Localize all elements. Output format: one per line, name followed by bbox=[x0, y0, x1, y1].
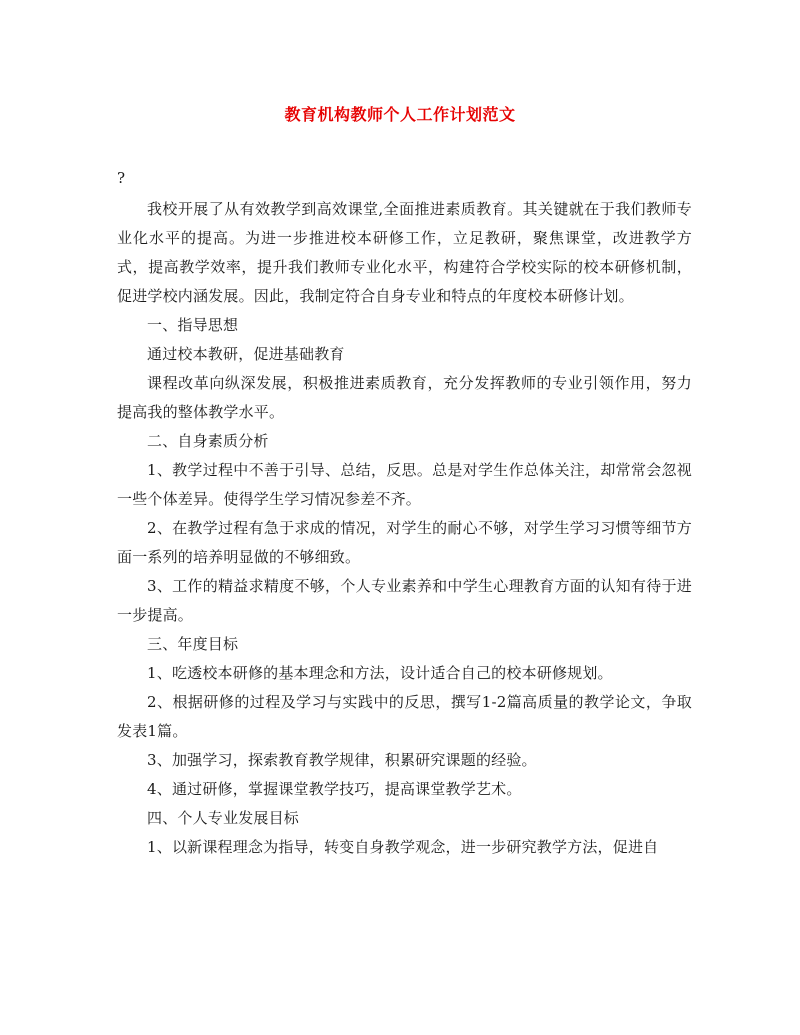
guiding-ideology-line-2: 课程改革向纵深发展，积极推进素质教育，充分发挥教师的专业引领作用，努力提高我的整体教学水平。 bbox=[117, 374, 692, 421]
professional-development-item-1: 1、以新课程理念为指导，转变自身教学观念，进一步研究教学方法，促进自 bbox=[147, 838, 659, 856]
annual-goal-item-1: 1、吃透校本研修的基本理念和方法，设计适合自己的校本研修规划。 bbox=[147, 664, 613, 682]
section-heading-self-analysis: 二、自身素质分析 bbox=[147, 432, 269, 450]
intro-paragraph: 我校开展了从有效教学到高效课堂,全面推进素质教育。其关键就在于我们教师专业化水平的提高。为进一步推进校本研修工作，立足教研，聚焦课堂，改进教学方式，提高教学效率，提升我们教师专业化水平，构建符合学校实际的校本研修机制，促进学校内涵发展。因此，我制定符合自身专业和特点的年度校本研修计划。 bbox=[117, 200, 692, 305]
annual-goal-item-3: 3、加强学习，探索教育教学规律，积累研究课题的经验。 bbox=[147, 751, 537, 769]
annual-goal-item-4: 4、通过研修，掌握课堂教学技巧，提高课堂教学艺术。 bbox=[147, 780, 522, 798]
section-heading-annual-goals: 三、年度目标 bbox=[147, 635, 239, 653]
self-analysis-item-1: 1、教学过程中不善于引导、总结，反思。总是对学生作总体关注，却常常会忽视一些个体差异。使得学生学习情况参差不齐。 bbox=[117, 461, 692, 508]
section-heading-guiding-ideology: 一、指导思想 bbox=[147, 316, 239, 334]
self-analysis-item-2: 2、在教学过程有急于求成的情况，对学生的耐心不够，对学生学习习惯等细节方面一系列的培养明显做的不够细致。 bbox=[117, 519, 692, 566]
annual-goal-item-2: 2、根据研修的过程及学习与实践中的反思，撰写1-2篇高质量的教学论文，争取发表1篇。 bbox=[117, 693, 692, 740]
document-body bbox=[117, 195, 692, 862]
question-mark-placeholder: ? bbox=[117, 169, 126, 187]
guiding-ideology-line-1: 通过校本教研，促进基础教育 bbox=[147, 345, 345, 363]
self-analysis-item-3: 3、工作的精益求精度不够，个人专业素养和中学生心理教育方面的认知有待于进一步提高。 bbox=[117, 577, 692, 624]
section-heading-professional-development: 四、个人专业发展目标 bbox=[147, 809, 300, 827]
document-title: 教育机构教师个人工作计划范文 bbox=[284, 105, 516, 124]
